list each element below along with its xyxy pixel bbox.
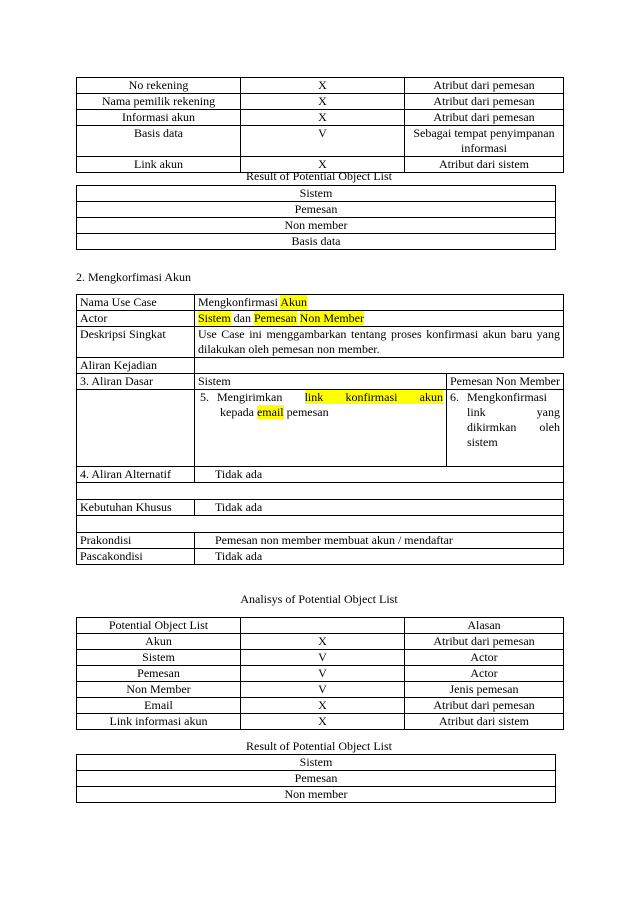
table-cell: Link informasi akun: [77, 714, 241, 730]
event-flow-row: [77, 358, 564, 374]
alternative-flow-row: [77, 467, 564, 483]
table-cell: V: [241, 682, 405, 698]
table-cell: Link akun: [77, 157, 241, 173]
table-cell: Atribut dari pemesan: [405, 94, 564, 110]
actor-label: Actor: [77, 311, 195, 327]
precondition-value: Pemesan non member membuat akun / mendaftar: [195, 533, 564, 549]
table-cell: Atribut dari pemesan: [405, 110, 564, 126]
result-caption-1: Result of Potential Object List: [246, 169, 392, 183]
table-row: [77, 202, 556, 218]
use-case-name-row: [77, 295, 564, 311]
table-row: [77, 78, 564, 94]
use-case-name-label: Nama Use Case: [77, 295, 195, 311]
table-row: [77, 682, 564, 698]
special-requirements-label: Kebutuhan Khusus: [77, 500, 195, 516]
table-cell: Pemesan: [77, 771, 556, 787]
table-cell: Sistem: [77, 650, 241, 666]
table-cell: Nama pemilik rekening: [77, 94, 241, 110]
table-cell: Non member: [77, 218, 556, 234]
step-6: 6. Mengkonfirmasi link yang dikirmkan oleh sistem: [447, 390, 564, 467]
description-row: [77, 327, 564, 358]
step-5: 5. Mengirimkan link konfirmasi akun kepada email pemesan: [195, 390, 447, 467]
postcondition-row: [77, 549, 564, 565]
basic-flow-label: 3. Aliran Dasar: [77, 374, 195, 390]
table-cell: Actor: [405, 666, 564, 682]
table-cell: Sistem: [77, 186, 556, 202]
analysis-header-object: Potential Object List: [77, 618, 241, 634]
description-label: Deskripsi Singkat: [77, 327, 195, 358]
special-requirements-row: [77, 500, 564, 516]
table-cell: X: [241, 714, 405, 730]
table-cell: Akun: [77, 634, 241, 650]
table-cell: No rekening: [77, 78, 241, 94]
table-cell: Basis data: [77, 126, 241, 157]
actor-value: Sistem dan Pemesan Non Member: [195, 311, 564, 327]
table-cell: X: [241, 157, 405, 173]
table-row: [77, 218, 556, 234]
table-cell: Atribut dari sistem: [405, 714, 564, 730]
actor-row: [77, 311, 564, 327]
precondition-row: [77, 533, 564, 549]
table-cell: Informasi akun: [77, 110, 241, 126]
table-cell: V: [241, 126, 405, 157]
table-cell: Atribut dari pemesan: [405, 78, 564, 94]
analysis-caption: Analisys of Potential Object List: [240, 592, 398, 606]
alternative-flow-value: Tidak ada: [195, 467, 564, 483]
system-column-header: Sistem: [195, 374, 447, 390]
table-row: [77, 771, 556, 787]
table-cell: X: [241, 110, 405, 126]
table-cell: Atribut dari sistem: [405, 157, 564, 173]
table-cell: X: [241, 698, 405, 714]
table-row: [77, 634, 564, 650]
table-row: [77, 186, 556, 202]
table-cell: X: [241, 94, 405, 110]
analysis-header-row: [77, 618, 564, 634]
analysis-header-mark: [241, 618, 405, 634]
result-table-1: [76, 185, 556, 250]
result-caption-2: Result of Potential Object List: [246, 739, 392, 753]
description-value: Use Case ini menggambarkan tentang proses konfirmasi akun baru yang dilakukan oleh pemesan non member.: [195, 327, 564, 358]
section-heading: 2. Mengkorfimasi Akun: [76, 270, 191, 284]
table-cell: Sebagai tempat penyimpanan informasi: [405, 126, 564, 157]
attribute-table: [76, 77, 564, 173]
table-row: [77, 698, 564, 714]
table-cell: Email: [77, 698, 241, 714]
table-cell: Basis data: [77, 234, 556, 250]
table-row: [77, 666, 564, 682]
table-row: [77, 787, 556, 803]
table-cell: Actor: [405, 650, 564, 666]
use-case-table: [76, 294, 564, 565]
flow-steps-row: [77, 390, 564, 467]
alternative-flow-label: 4. Aliran Alternatif: [77, 467, 195, 483]
postcondition-value: Tidak ada: [195, 549, 564, 565]
precondition-label: Prakondisi: [77, 533, 195, 549]
table-cell: Pemesan: [77, 202, 556, 218]
result-table-2: [76, 754, 556, 803]
table-row: [77, 94, 564, 110]
analysis-header-reason: Alasan: [405, 618, 564, 634]
table-cell: X: [241, 78, 405, 94]
table-row: [77, 110, 564, 126]
postcondition-label: Pascakondisi: [77, 549, 195, 565]
table-cell: Sistem: [77, 755, 556, 771]
table-row: [77, 755, 556, 771]
table-cell: Atribut dari pemesan: [405, 698, 564, 714]
use-case-name-value: Mengkonfirmasi Akun: [195, 295, 564, 311]
table-row: [77, 650, 564, 666]
table-cell: Pemesan: [77, 666, 241, 682]
table-cell: V: [241, 650, 405, 666]
table-row: [77, 126, 564, 157]
table-cell: Non Member: [77, 682, 241, 698]
special-requirements-value: Tidak ada: [195, 500, 564, 516]
table-cell: Atribut dari pemesan: [405, 634, 564, 650]
basic-flow-row: [77, 374, 564, 390]
table-cell: Jenis pemesan: [405, 682, 564, 698]
customer-column-header: Pemesan Non Member: [447, 374, 564, 390]
table-row: [77, 234, 556, 250]
table-cell: X: [241, 634, 405, 650]
analysis-table: [76, 617, 564, 730]
table-row: [77, 714, 564, 730]
table-cell: Non member: [77, 787, 556, 803]
event-flow-label: Aliran Kejadian: [77, 358, 195, 374]
table-cell: V: [241, 666, 405, 682]
